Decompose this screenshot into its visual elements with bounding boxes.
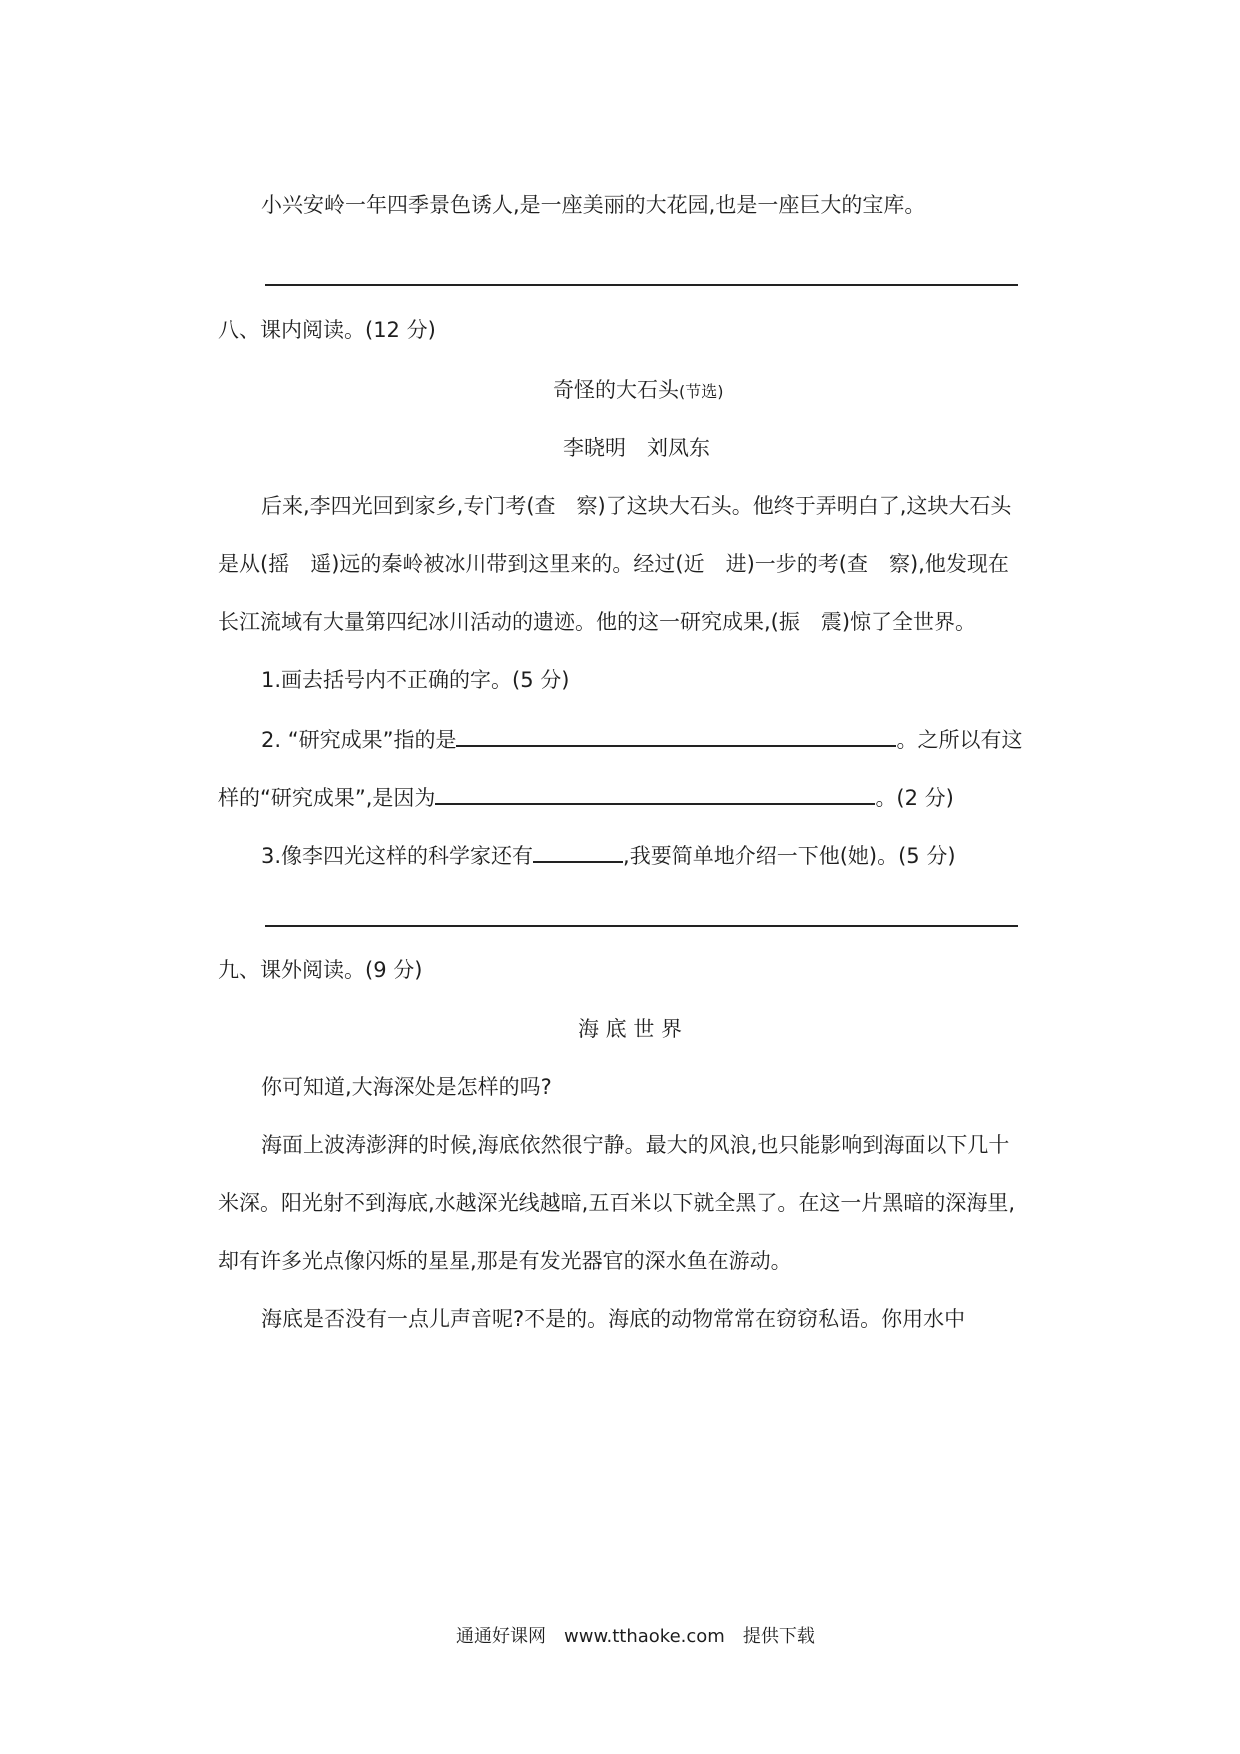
question-3-line bbox=[261, 839, 956, 871]
question-3-prompt: 3.像李四光这样的科学家还有 bbox=[261, 844, 534, 868]
answer-blank-reason[interactable] bbox=[435, 781, 875, 805]
passage-authors: 李晓明 刘凤东 bbox=[563, 436, 710, 460]
question-3-continuation: ,我要简单地介绍一下他(她)。(5 分) bbox=[623, 844, 956, 868]
question-1: 1.画去括号内不正确的字。(5 分) bbox=[261, 668, 570, 692]
intro-sentence: 小兴安岭一年四季景色诱人,是一座美丽的大花园,也是一座巨大的宝库。 bbox=[261, 193, 926, 217]
answer-line-1[interactable] bbox=[265, 284, 1018, 286]
reading-line-5: 海底是否没有一点儿声音呢?不是的。海底的动物常常在窃窃私语。你用水中 bbox=[261, 1307, 966, 1331]
reading-line-1: 你可知道,大海深处是怎样的吗? bbox=[261, 1075, 552, 1099]
question-2-line-1 bbox=[261, 723, 1022, 755]
passage-title-9: 海 底 世 界 bbox=[578, 1017, 683, 1041]
passage-line-1: 后来,李四光回到家乡,专门考(查 察)了这块大石头。他终于弄明白了,这块大石头 bbox=[261, 494, 1012, 518]
question-2-line-2 bbox=[218, 781, 954, 813]
answer-blank-scientist[interactable] bbox=[533, 839, 623, 863]
question-2-continuation: 。之所以有这 bbox=[896, 728, 1023, 752]
passage-line-2: 是从(摇 遥)远的秦岭被冰川带到这里来的。经过(近 进)一步的考(查 察),他发现在 bbox=[218, 552, 1009, 576]
passage-title-text: 奇怪的大石头 bbox=[553, 378, 679, 402]
passage-title-8 bbox=[553, 375, 724, 407]
reading-line-3: 米深。阳光射不到海底,水越深光线越暗,五百米以下就全黑了。在这一片黑暗的深海里, bbox=[218, 1191, 1016, 1215]
passage-line-3: 长江流域有大量第四纪冰川活动的遗迹。他的这一研究成果,(振 震)惊了全世界。 bbox=[218, 610, 977, 634]
section-8-heading: 八、课内阅读。(12 分) bbox=[218, 318, 436, 342]
answer-line-2[interactable] bbox=[265, 925, 1018, 927]
section-9-heading: 九、课外阅读。(9 分) bbox=[218, 958, 423, 982]
question-2-points: 。(2 分) bbox=[875, 786, 954, 810]
question-2-prompt: 2. “研究成果”指的是 bbox=[261, 728, 457, 752]
reading-line-4: 却有许多光点像闪烁的星星,那是有发光器官的深水鱼在游动。 bbox=[218, 1249, 792, 1273]
passage-title-note: (节选) bbox=[679, 382, 724, 401]
reading-line-2: 海面上波涛澎湃的时候,海底依然很宁静。最大的风浪,也只能影响到海面以下几十 bbox=[261, 1133, 1010, 1157]
answer-blank-research-result[interactable] bbox=[456, 723, 896, 747]
footer-credit: 通通好课网 www.tthaoke.com 提供下载 bbox=[456, 1626, 815, 1647]
question-2-reason-prompt: 样的“研究成果”,是因为 bbox=[218, 786, 436, 810]
